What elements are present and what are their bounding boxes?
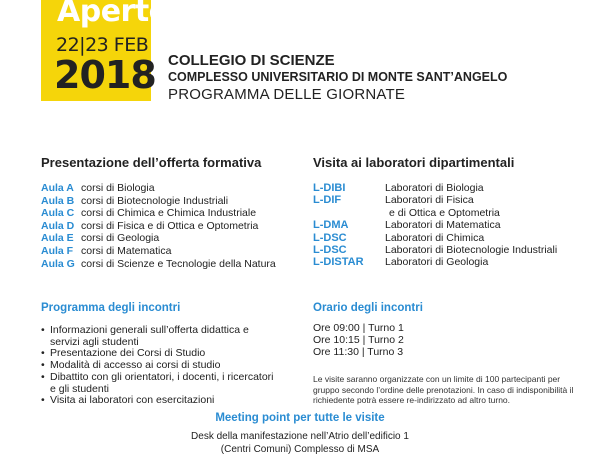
lab-code: L-DSC (313, 232, 385, 244)
header (168, 52, 507, 105)
aula-text: corsi di Matematica (81, 245, 171, 258)
programma-incontri-title: Programma degli incontri (41, 302, 180, 314)
aula-code: Aula B (41, 195, 81, 208)
lab-code: L-DIBI (313, 182, 385, 194)
lab-text: Laboratori di Biotecnologie Industriali (385, 244, 557, 256)
aula-text: corsi di Fisica e di Ottica e Optometria (81, 220, 258, 233)
programma-incontri-list (41, 325, 276, 407)
orario-row: Ore 09:00 | Turno 1 (313, 322, 404, 334)
list-item: • Informazioni generali sull’offerta didattica e servizi agli studenti (41, 325, 276, 348)
aula-text: corsi di Biotecnologie Industriali (81, 195, 228, 208)
meeting-line: Desk della manifestazione nell’Atrio dell’edificio 1 (0, 431, 600, 444)
orario-list (313, 322, 404, 358)
list-item: • Presentazione dei Corsi di Studio (41, 348, 276, 360)
lab-row (313, 194, 557, 219)
aula-text: corsi di Chimica e Chimica Industriale (81, 207, 256, 220)
lab-code: L-DIF (313, 194, 385, 219)
orario-row: Ore 11:30 | Turno 3 (313, 346, 404, 358)
meeting-title: Meeting point per tutte le visite (0, 412, 600, 424)
visits-note: Le visite saranno organizzate con un limite di 100 partecipanti per gruppo secondo l’ordine delle prenotazioni. In caso di indisponibilità il richiedente potrà essere re-indirizzato ad altro turno. (313, 374, 588, 406)
lab-text-line: e di Ottica e Optometria (385, 207, 500, 219)
event-badge (41, 0, 151, 101)
lab-text: Laboratori di Geologia (385, 256, 488, 268)
complex-subtitle: COMPLESSO UNIVERSITARIO DI MONTE SANT’ANGELO (168, 70, 507, 85)
programma-heading: PROGRAMMA DELLE GIORNATE (168, 85, 507, 105)
aula-code: Aula E (41, 232, 81, 245)
lab-row (313, 219, 557, 231)
aule-list (41, 182, 276, 270)
lab-code: L-DISTAR (313, 256, 385, 268)
aula-text: corsi di Biologia (81, 182, 155, 195)
lab-row (313, 232, 557, 244)
aula-text: corsi di Scienze e Tecnologie della Natura (81, 258, 276, 271)
lab-text: Laboratori di Matematica (385, 219, 501, 231)
badge-year: 2018 (54, 53, 156, 97)
aula-code: Aula D (41, 220, 81, 233)
lab-row (313, 256, 557, 268)
badge-word: Aperte (57, 0, 169, 29)
lab-text (385, 194, 500, 219)
offerta-title: Presentazione dell’offerta formativa (41, 155, 261, 170)
orario-row: Ore 10:15 | Turno 2 (313, 334, 404, 346)
lab-text: Laboratori di Biologia (385, 182, 484, 194)
meeting-line: (Centri Comuni) Complesso di MSA (0, 444, 600, 456)
meeting-location (0, 431, 600, 456)
lab-code: L-DMA (313, 219, 385, 231)
badge-dates: 22|23 FEB (56, 34, 148, 56)
list-item: • Modalità di accesso ai corsi di studio (41, 360, 276, 372)
college-title: COLLEGIO DI SCIENZE (168, 52, 507, 70)
aula-code: Aula C (41, 207, 81, 220)
list-item: • Dibattito con gli orientatori, i docenti, i ricercatori e gli studenti (41, 372, 276, 395)
aula-row (41, 182, 276, 195)
aula-code: Aula F (41, 245, 81, 258)
lab-row (313, 244, 557, 256)
aula-row (41, 258, 276, 271)
laboratori-title: Visita ai laboratori dipartimentali (313, 155, 514, 170)
lab-row (313, 182, 557, 194)
aula-row (41, 245, 276, 258)
aula-row (41, 232, 276, 245)
lab-text-line: Laboratori di Fisica (385, 194, 474, 206)
aula-row (41, 195, 276, 208)
lab-code: L-DSC (313, 244, 385, 256)
list-item: • Visita ai laboratori con esercitazioni (41, 395, 276, 407)
orario-title: Orario degli incontri (313, 302, 423, 314)
lab-text: Laboratori di Chimica (385, 232, 484, 244)
laboratori-list (313, 182, 557, 269)
aula-row (41, 207, 276, 220)
aula-text: corsi di Geologia (81, 232, 159, 245)
aula-code: Aula A (41, 182, 81, 195)
aula-row (41, 220, 276, 233)
aula-code: Aula G (41, 258, 81, 271)
